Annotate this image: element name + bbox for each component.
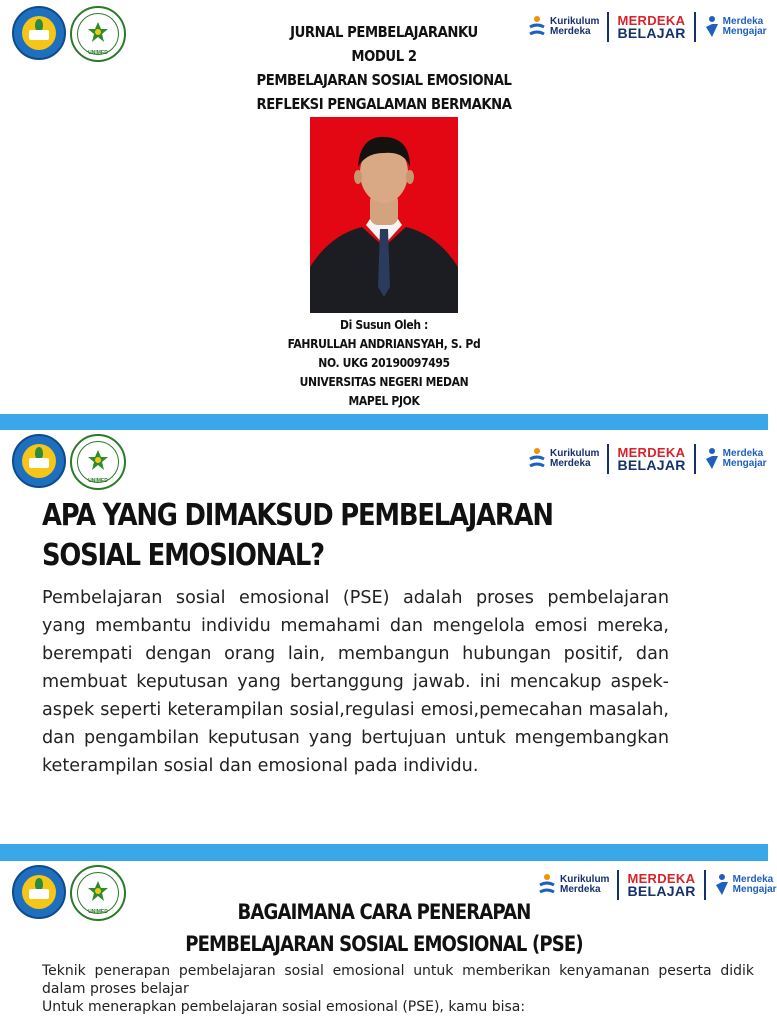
cover-title-line: REFLEKSI PENGALAMAN BERMAKNA <box>256 95 512 113</box>
mengajar-icon <box>714 873 730 897</box>
merdeka-word: MERDEKA <box>627 871 696 886</box>
left-logos <box>12 865 126 921</box>
mengajar-text-2: Mengajar <box>732 884 777 895</box>
logo-separator <box>607 444 609 474</box>
cover-title <box>222 20 546 116</box>
author-line: NO. UKG 20190097495 <box>318 356 450 370</box>
mengajar-icon <box>704 447 720 471</box>
implementation-paragraph: Teknik penerapan pembelajaran sosial emosional untuk memberikan kenyamanan peserta didik dalam proses belajar <box>42 963 754 997</box>
logo-separator <box>694 444 696 474</box>
logo-separator <box>704 870 706 900</box>
mengajar-text-1: Merdeka <box>722 448 764 459</box>
implementation-paragraph: Untuk menerapkan pembelajaran sosial emosional (PSE), kamu bisa: <box>42 999 526 1015</box>
tut-wuri-handayani-logo <box>12 6 66 60</box>
slide-divider <box>0 844 768 861</box>
kurikulum-text-2: Merdeka <box>550 26 591 37</box>
unimed-logo-text: UNIMED <box>88 50 108 56</box>
mengajar-text-2: Mengajar <box>722 458 767 469</box>
tut-wuri-handayani-logo <box>12 865 66 919</box>
author-line: UNIVERSITAS NEGERI MEDAN <box>299 375 469 389</box>
mengajar-icon <box>704 15 720 39</box>
implementation-heading-line: PEMBELAJARAN SOSIAL EMOSIONAL (PSE) <box>185 932 583 956</box>
merdeka-belajar-logo <box>617 446 685 472</box>
kurikulum-text-1: Kurikulum <box>550 16 600 27</box>
kurikulum-text-2: Merdeka <box>550 458 591 469</box>
logo-separator <box>617 870 619 900</box>
tut-wuri-handayani-logo <box>12 434 66 488</box>
logo-separator <box>607 12 609 42</box>
belajar-word: BELAJAR <box>617 25 686 41</box>
merdeka-mengajar-logo <box>704 15 767 39</box>
cover-title-line: JURNAL PEMBELAJARANKU <box>290 23 478 41</box>
slide-cover <box>0 0 768 414</box>
mengajar-text-1: Merdeka <box>722 16 764 27</box>
right-logos <box>528 12 767 42</box>
definition-heading: APA YANG DIMAKSUD PEMBELAJARAN SOSIAL EMOSIONAL? <box>42 498 553 573</box>
kurikulum-merdeka-logo <box>538 873 609 897</box>
kurikulum-text-1: Kurikulum <box>560 874 610 885</box>
author-line: MAPEL PJOK <box>348 394 420 408</box>
unimed-logo-text: UNIMED <box>88 478 108 484</box>
merdeka-word: MERDEKA <box>617 13 686 28</box>
right-logos <box>528 444 767 474</box>
merdeka-mengajar-logo <box>714 873 777 897</box>
implementation-heading <box>157 896 611 960</box>
belajar-word: BELAJAR <box>627 883 696 899</box>
kurikulum-merdeka-logo <box>528 447 599 471</box>
author-line: Di Susun Oleh : <box>339 318 429 332</box>
merdeka-word: MERDEKA <box>617 445 686 460</box>
left-logos <box>12 434 126 490</box>
kurikulum-text-1: Kurikulum <box>550 448 600 459</box>
cover-title-line: MODUL 2 <box>351 47 417 65</box>
unimed-logo <box>70 865 126 921</box>
author-info <box>236 316 531 411</box>
kurikulum-icon <box>538 873 556 897</box>
slide-divider <box>0 414 768 430</box>
implementation-heading-line: BAGAIMANA CARA PENERAPAN <box>237 900 531 924</box>
left-logos <box>12 6 126 62</box>
author-line: FAHRULLAH ANDRIANSYAH, S. Pd <box>287 337 481 351</box>
definition-body: Pembelajaran sosial emosional (PSE) adalah proses pembelajaran yang membantu individu memahami dan mengelola emosi mereka, berempati dengan orang lain, membangun hubungan positif, dan membuat keputusan yang bertanggung jawab. ini mencakup aspek-aspek seperti keterampilan sosial,regulasi emosi,pemecahan masalah, dan pengambilan keputusan yang bertujuan untuk mengembangkan keterampilan sosial dan emosional pada individu. <box>42 588 669 776</box>
merdeka-belajar-logo <box>627 872 695 898</box>
kurikulum-text-2: Merdeka <box>560 884 601 895</box>
cover-title-line: PEMBELAJARAN SOSIAL EMOSIONAL <box>256 71 512 89</box>
merdeka-belajar-logo <box>617 14 685 40</box>
unimed-logo-text: UNIMED <box>88 909 108 915</box>
kurikulum-icon <box>528 447 546 471</box>
belajar-word: BELAJAR <box>617 457 686 473</box>
mengajar-text-2: Mengajar <box>722 26 767 37</box>
merdeka-mengajar-logo <box>704 447 767 471</box>
mengajar-text-1: Merdeka <box>732 874 774 885</box>
unimed-logo <box>70 434 126 490</box>
implementation-body <box>42 962 754 1016</box>
author-photo <box>310 117 458 313</box>
unimed-logo <box>70 6 126 62</box>
logo-separator <box>694 12 696 42</box>
